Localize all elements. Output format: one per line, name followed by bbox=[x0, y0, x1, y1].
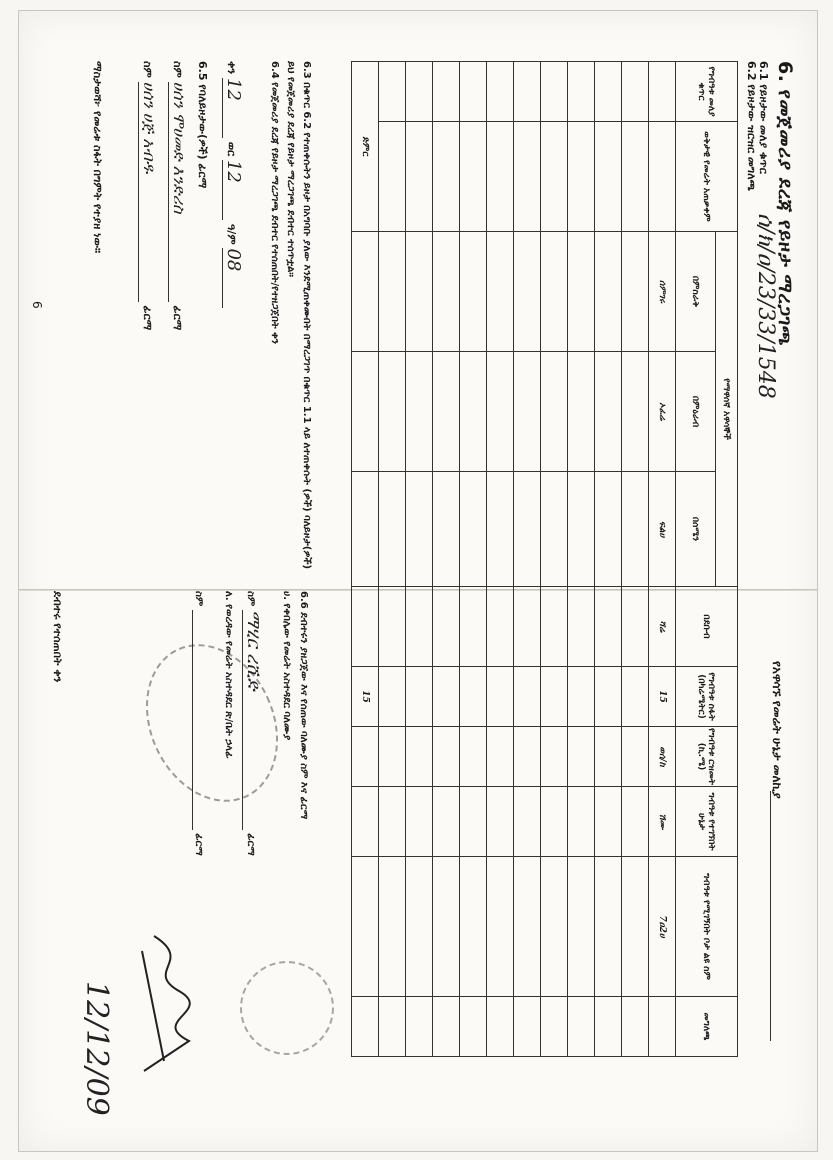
table-row bbox=[406, 587, 433, 1057]
sign-name-label-2: ስም bbox=[141, 61, 154, 78]
note-64: 6.4 የመጀመሪያ ደረጃ የይዞታ ማረጋገጫ ደብተር የተሰጠበት/የተዘጋጀበት ቀን bbox=[269, 61, 280, 345]
col-header-landuse: ወቅታዊ የመሬት አጠቃቀም bbox=[676, 122, 738, 232]
sign-name: ሀሰን ሞሀመድ እንድሪስ bbox=[168, 82, 189, 302]
total-value: 15 bbox=[352, 667, 379, 727]
table-row bbox=[595, 62, 622, 587]
col-header-place-name: ግብዓቱ የሚገኝበት ቦታ ልዩ ስም bbox=[676, 857, 738, 997]
issue-date-value: 12/12/09 bbox=[79, 981, 114, 1116]
table-cell: ፍልሀ bbox=[649, 472, 676, 587]
table-cell: ሰምገሩ bbox=[649, 232, 676, 352]
col-header-east: በምስራቅ bbox=[676, 232, 716, 352]
field-62-label: 6.2 የይዞታው ዝርዝር መግለጫ bbox=[745, 61, 758, 191]
note-65: 6.5 የባለይዞታው(ዎች) ፊርማ bbox=[196, 61, 209, 189]
day-value: 12 bbox=[222, 78, 244, 138]
sign-label: ፊርማ bbox=[171, 305, 184, 331]
notes-block bbox=[266, 61, 314, 581]
note-63: 6.3 በቁጥር 6.2 የተጠቀሱትን ይዞታ በአግባቡ ያለው እንደሚጠቀሙበት በማረጋገጥ በቁጥር 1.1 ላይ ለተጠቀሱት (ዎች) ባለይዞታ(ዎች) ይህ የመጀመሪያ ደረጃ የይዞታ ማረጋገጫ ደብተር ተሰጥቷል። bbox=[285, 61, 312, 570]
year-label: ዓ/ም bbox=[225, 223, 238, 245]
col-header-id: የግብዓቱ መለያ ቁጥር bbox=[676, 62, 738, 122]
page-heading: 6. የመጀመሪያ ደረጃ የይዞታ ማረጋገጫ bbox=[774, 61, 796, 346]
date-line bbox=[222, 61, 244, 308]
table-row bbox=[541, 587, 568, 1057]
table-row bbox=[622, 587, 649, 1057]
right-subtitle: የአዋሳኙ የመሬት ሁኔታ መለኪያ bbox=[770, 661, 784, 799]
official-stamp bbox=[121, 622, 303, 823]
table-cell: ኦፈሬ bbox=[649, 352, 676, 472]
day-label: ቀን bbox=[225, 61, 238, 75]
table-cell: 7ዐ2ሀ bbox=[649, 857, 676, 997]
note-b-label: ለ. የወረዳው የመሬት አስተዳደር ጽ/ቤት ኃላፊ bbox=[223, 591, 234, 759]
table-row bbox=[622, 62, 649, 587]
document-sheet bbox=[18, 10, 818, 1152]
col-header-south: በደቡብ bbox=[676, 587, 738, 667]
table-row bbox=[487, 587, 514, 1057]
table-row bbox=[649, 587, 676, 1057]
month-value: 12 bbox=[222, 160, 244, 220]
table-row bbox=[406, 62, 433, 587]
table-row bbox=[595, 587, 622, 1057]
total-label: ድምር bbox=[352, 62, 379, 232]
table-cell: ሽሙ bbox=[649, 787, 676, 857]
sign-label-a: ፊርማ bbox=[245, 833, 256, 856]
subtitle-underline bbox=[770, 791, 771, 1041]
right-parcel-table bbox=[351, 586, 738, 1057]
col-header-acquisition: ግብዓቱ የተገኘበት ሁኔታ bbox=[676, 787, 738, 857]
table-cell bbox=[649, 122, 676, 232]
issue-date-label: ደብተሩ የተሰጠበት ቀን bbox=[51, 591, 64, 683]
name-label-b: ስም bbox=[193, 591, 204, 607]
table-cell: ወሰ/ከ bbox=[649, 727, 676, 787]
sign-name-label: ስም bbox=[171, 61, 184, 78]
name-label: ስም bbox=[245, 591, 256, 607]
total-row bbox=[352, 587, 379, 1057]
sign-label-b: ፊርማ bbox=[193, 833, 204, 856]
note-a-label: ሀ. የቀበሌው የመሬት አስተዳደር ባለሙያ bbox=[281, 591, 292, 741]
table-cell: ሻሬ bbox=[649, 587, 676, 667]
left-parcel-table bbox=[351, 61, 738, 587]
col-header-west: በምዕራብ bbox=[676, 352, 716, 472]
col-header-north: በሰሜን bbox=[676, 472, 716, 587]
page-number: 6 bbox=[30, 301, 44, 309]
sign-name-2: ሀሰን ሀጅ አብዱ bbox=[138, 82, 159, 302]
a-name: ማሂር ረሺድ bbox=[242, 610, 264, 830]
footnote: ማስታወሻ፦ የመሬቱ ስፋት በግምት የተያዘ ነው። bbox=[91, 61, 104, 254]
table-row bbox=[433, 62, 460, 587]
table-row bbox=[487, 62, 514, 587]
sign-label-2: ፊርማ bbox=[141, 305, 154, 331]
col-header-length: የግብዓቱ ርዝመት (ኪ.ሜ) bbox=[676, 727, 738, 787]
note-66: 6.6 ደብተሩን ያዘጋጀው እና የሰጠው ባለሙያ ስም እና ፊርማ bbox=[298, 591, 309, 820]
table-row bbox=[541, 62, 568, 587]
table-row bbox=[379, 62, 406, 587]
table-row bbox=[649, 62, 676, 587]
table-row bbox=[514, 62, 541, 587]
table-row bbox=[460, 62, 487, 587]
rotated-content bbox=[30, 31, 804, 1151]
col-header-area: የግብዓቱ ስፋት (በካሬሜትር) bbox=[676, 667, 738, 727]
field-61-label: 6.1 የይዞታው መለያ ቁጥር bbox=[757, 61, 770, 174]
total-row bbox=[352, 62, 379, 587]
table-row bbox=[568, 587, 595, 1057]
year-value: 08 bbox=[222, 248, 244, 308]
signer-line-1 bbox=[168, 61, 189, 330]
table-row bbox=[379, 587, 406, 1057]
signature bbox=[134, 931, 204, 1081]
table-cell bbox=[649, 62, 676, 122]
table-row bbox=[514, 587, 541, 1057]
table-row bbox=[460, 587, 487, 1057]
table-row bbox=[568, 62, 595, 587]
col-header-remark: መግለጫ bbox=[676, 997, 738, 1057]
table-row bbox=[433, 587, 460, 1057]
table-cell: 15 bbox=[649, 667, 676, 727]
group-header-boundaries: የማዋሰኛ አዋሳኞች bbox=[716, 232, 738, 587]
signer-line-2 bbox=[138, 61, 159, 330]
official-seal bbox=[240, 961, 334, 1055]
field-61-value: ሰ/ክ/ዐ/23/33/1548 bbox=[753, 213, 778, 399]
month-label: ወር bbox=[225, 141, 238, 157]
